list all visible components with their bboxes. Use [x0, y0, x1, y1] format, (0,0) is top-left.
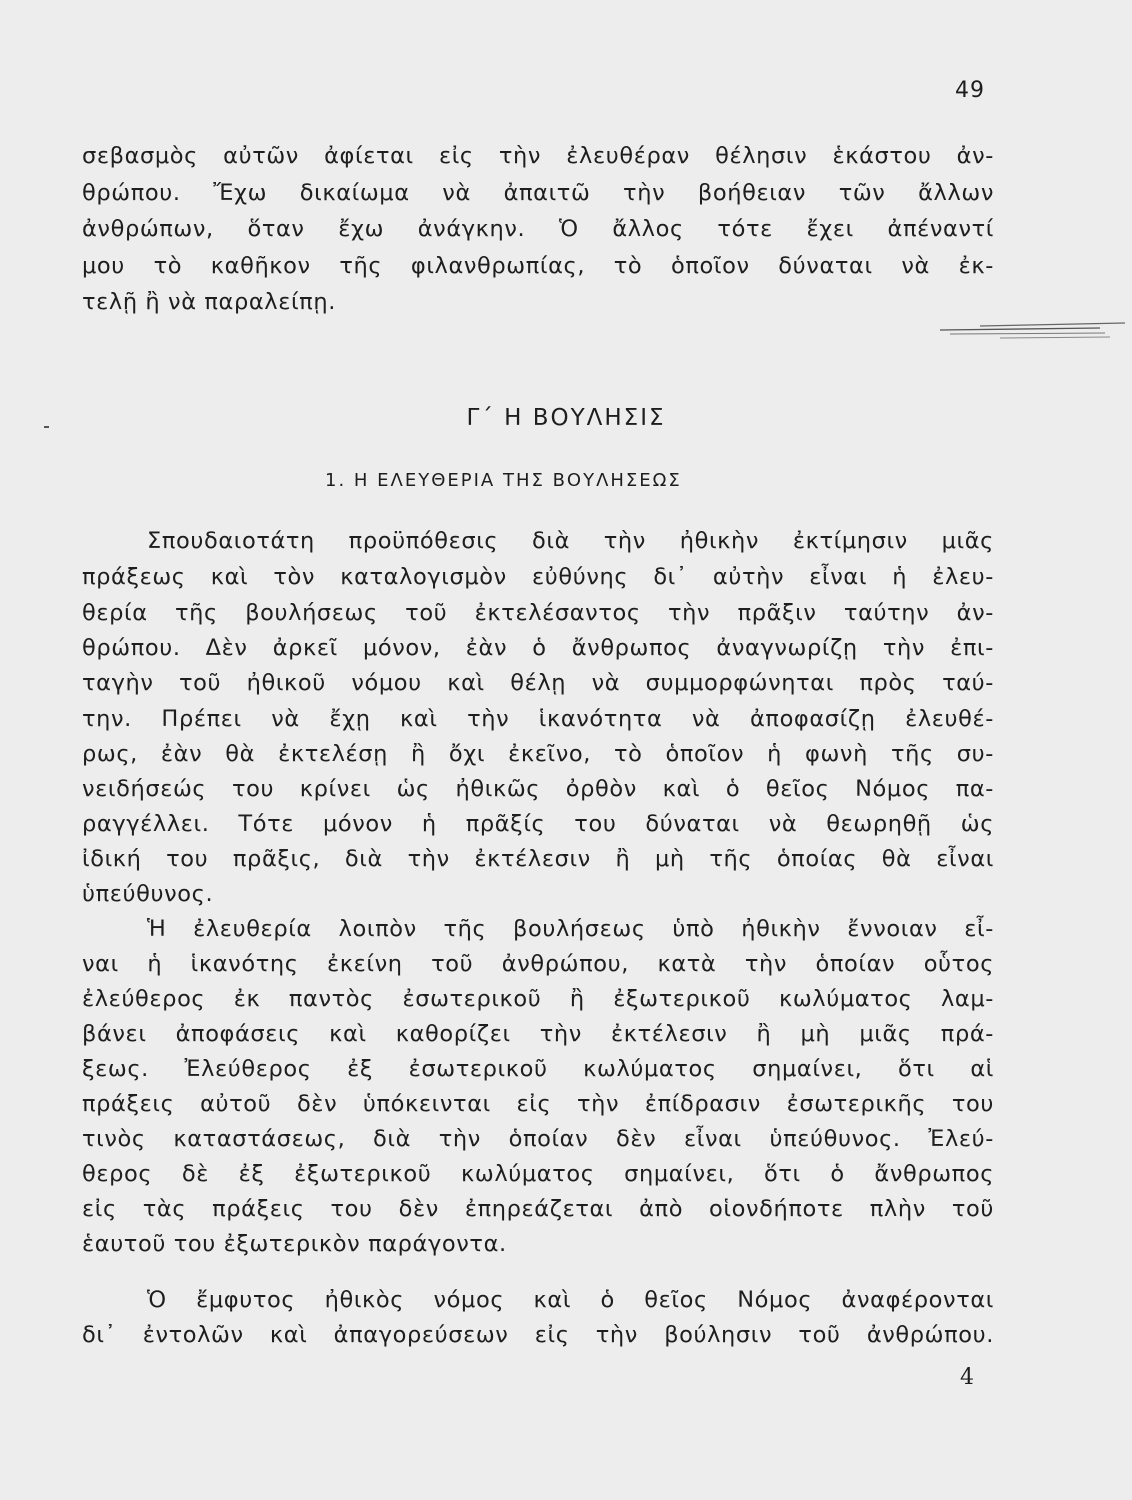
text-line: βάνει ἀποφάσεις καὶ καθορίζει τὴν ἐκτέλεσιν ἢ μὴ μιᾶς πρά- [82, 1021, 994, 1047]
text-line: νειδήσεώς του κρίνει ὡς ἠθικῶς ὀρθὸν καὶ ὁ θεῖος Νόμος πα- [82, 776, 994, 802]
text-line: ἰδική του πρᾶξις, διὰ τὴν ἐκτέλεσιν ἢ μὴ τῆς ὁποίας θὰ εἶναι [82, 846, 994, 872]
text-line: ραγγέλλει. Τότε μόνον ἡ πρᾶξίς του δύναται νὰ θεωρηθῇ ὡς [82, 811, 994, 837]
text-line: θρώπου. Ἔχω δικαίωμα νὰ ἀπαιτῶ τὴν βοήθειαν τῶν ἄλλων [82, 180, 994, 206]
text-line: δι᾽ ἐντολῶν καὶ ἀπαγορεύσεων εἰς τὴν βούλησιν τοῦ ἀνθρώπου. [82, 1322, 994, 1348]
text-line: Σπουδαιοτάτη προϋπόθεσις διὰ τὴν ἠθικὴν ἐκτίμησιν μιᾶς [147, 528, 994, 554]
text-line: θρώπου. Δὲν ἀρκεῖ μόνον, ἐὰν ὁ ἄνθρωπος ἀναγνωρίζῃ τὴν ἐπι- [82, 635, 994, 661]
text-line: Ἡ ἐλευθερία λοιπὸν τῆς βουλήσεως ὑπὸ ἠθικὴν ἔννοιαν εἶ- [147, 916, 994, 942]
text-line: ὑπεύθυνος. [82, 881, 214, 907]
decorative-strike-lines [940, 322, 1130, 342]
text-line: θερος δὲ ἐξ ἐξωτερικοῦ κωλύματος σημαίνει, ὅτι ὁ ἄνθρωπος [82, 1161, 994, 1187]
text-line: ταγὴν τοῦ ἠθικοῦ νόμου καὶ θέλῃ νὰ συμμορφώνηται πρὸς ταύ- [82, 670, 994, 696]
text-line: μου τὸ καθῆκον τῆς φιλανθρωπίας, τὸ ὁποῖον δύναται νὰ ἐκ- [82, 253, 994, 279]
text-line: ἀνθρώπων, ὅταν ἔχω ἀνάγκην. Ὁ ἄλλος τότε ἔχει ἀπέναντί [82, 216, 994, 242]
text-line: Ὁ ἔμφυτος ἠθικὸς νόμος καὶ ὁ θεῖος Νόμος ἀναφέρονται [147, 1287, 994, 1313]
text-line: ρως, ἐὰν θὰ ἐκτελέσῃ ἢ ὄχι ἐκεῖνο, τὸ ὁποῖον ἡ φωνὴ τῆς συ- [82, 741, 994, 767]
text-line: πράξεως καὶ τὸν καταλογισμὸν εὐθύνης δι᾽ αὐτὴν εἶναι ἡ ἐλευ- [82, 564, 994, 590]
text-line: τινὸς καταστάσεως, διὰ τὴν ὁποίαν δὲν εἶναι ὑπεύθυνος. Ἐλεύ- [82, 1126, 994, 1152]
text-line: τελῇ ἢ νὰ παραλείπῃ. [82, 289, 336, 315]
text-line: πράξεις αὐτοῦ δὲν ὑπόκεινται εἰς τὴν ἐπίδρασιν ἐσωτερικῆς του [82, 1091, 994, 1117]
text-line: ναι ἡ ἱκανότης ἐκείνη τοῦ ἀνθρώπου, κατὰ τὴν ὁποίαν οὗτος [82, 951, 994, 977]
text-line: θερία τῆς βουλήσεως τοῦ ἐκτελέσαντος τὴν πρᾶξιν ταύτην ἀν- [82, 600, 994, 626]
section-title: Γ΄ Η ΒΟΥΛΗΣΙΣ [466, 405, 666, 431]
text-line: εἰς τὰς πράξεις του δὲν ἐπηρεάζεται ἀπὸ οἱονδήποτε πλὴν τοῦ [82, 1196, 994, 1222]
subsection-title: 1. Η ΕΛΕΥΘΕΡΙΑ ΤΗΣ ΒΟΥΛΗΣΕΩΣ [325, 470, 682, 491]
text-line: ξεως. Ἐλεύθερος ἐξ ἐσωτερικοῦ κωλύματος σημαίνει, ὅτι αἱ [82, 1056, 994, 1082]
text-line: την. Πρέπει νὰ ἔχῃ καὶ τὴν ἱκανότητα νὰ ἀποφασίζῃ ἐλευθέ- [82, 706, 994, 732]
text-line: ἐλεύθερος ἐκ παντὸς ἐσωτερικοῦ ἢ ἐξωτερικοῦ κωλύματος λαμ- [82, 986, 994, 1012]
page-number: 49 [955, 78, 985, 103]
text-line: σεβασμὸς αὐτῶν ἀφίεται εἰς τὴν ἐλευθέραν θέλησιν ἑκάστου ἀν- [82, 143, 994, 169]
signature-mark: 4 [960, 1365, 974, 1390]
text-line: ἑαυτοῦ του ἐξωτερικὸν παράγοντα. [82, 1231, 507, 1257]
